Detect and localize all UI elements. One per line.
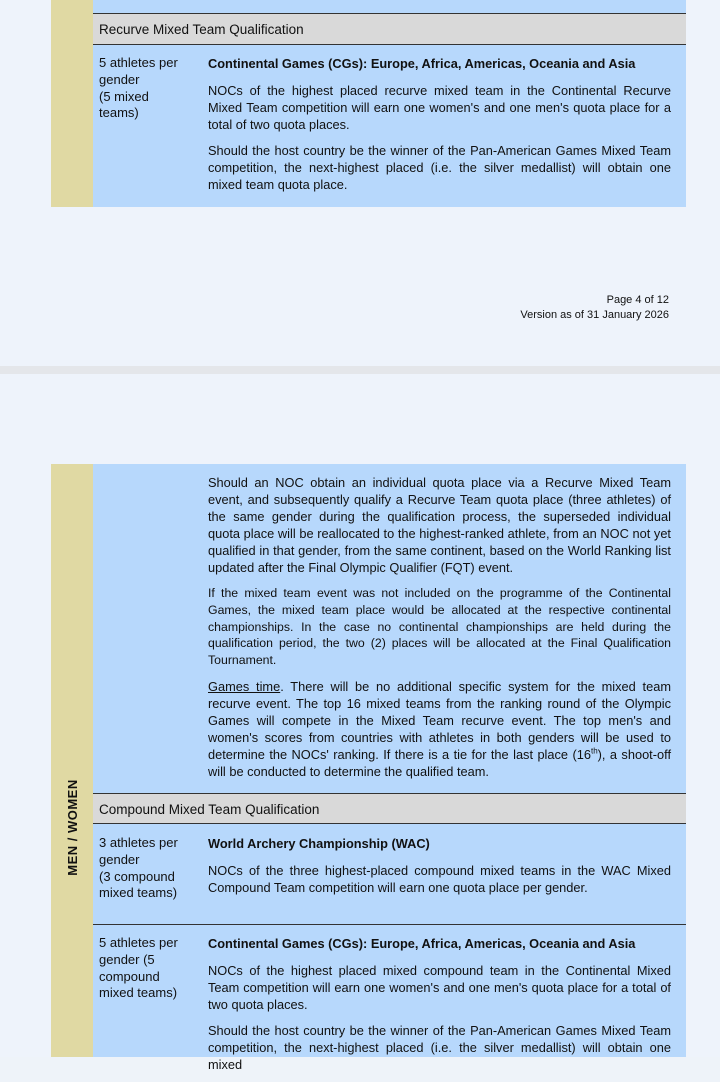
page-separator [0, 366, 720, 374]
side-band [51, 464, 93, 1057]
event-heading: Continental Games (CGs): Europe, Africa, Americas, Oceania and Asia [208, 56, 636, 71]
athletes-per-gender [99, 835, 199, 902]
games-time-label: Games time [208, 678, 281, 694]
gender-label [51, 778, 93, 876]
paragraph: NOCs of the three highest-placed compound mixed teams in the WAC Mixed Compound Team competition will earn one quota place per gender. [208, 863, 671, 895]
page-footer [520, 293, 669, 323]
left-line: (5 mixed [99, 88, 149, 104]
event-heading: World Archery Championship (WAC) [208, 836, 430, 851]
paragraph-text: ), a shoot-off will be conducted to determine the qualified team. [208, 746, 671, 779]
paragraph-text: . There will be no additional specific system for the mixed team recurve event. The top 16 mixed teams from the ranking round of the Olympic Games will compete in the Mixed Team recurve event. The top men's and women's scores from countries with athletes in both genders will be used to determine the NOCs' ranking. If there is a tie for the last place (16 [208, 678, 671, 762]
side-band [51, 0, 93, 207]
qualification-details [208, 55, 671, 202]
paragraph: NOCs of the highest placed mixed compound team in the Continental Mixed Team competition will earn one women's and one men's quota place for a total of two quota places. [208, 963, 671, 1012]
continued-details [208, 474, 671, 789]
athletes-per-gender [99, 935, 199, 1002]
left-line: 5 athletes per [99, 935, 178, 950]
paragraph: NOCs of the highest placed recurve mixed team in the Continental Recurve Mixed Team competition will earn one women's and one men's quota place for a total of two quota places. [208, 83, 671, 132]
table-rule [93, 924, 686, 925]
athletes-per-gender [99, 55, 199, 122]
left-line: (3 compound [99, 868, 175, 884]
paragraph: If the mixed team event was not included on the programme of the Continental Games, the mixed team place would be allocated at the respective continental championships. In the case no continental championships are held during the qualification period, the two (2) places will be allocated at the Final Qualification Tournament. [208, 586, 671, 668]
left-line: teams) [99, 105, 139, 121]
section-header: Compound Mixed Team Qualification [93, 793, 686, 824]
paragraph [208, 678, 671, 780]
left-line: gender (5 [99, 951, 155, 967]
gender-label-text: MEN / WOMEN [64, 778, 80, 876]
left-line: 3 athletes per [99, 835, 178, 850]
paragraph: Should the host country be the winner of the Pan-American Games Mixed Team competition, the next-highest placed (i.e. the silver medallist) will obtain one mixed team quota place. [208, 143, 671, 192]
ordinal-suffix: th [590, 746, 598, 756]
qualification-details [208, 835, 671, 905]
paragraph: Should the host country be the winner of the Pan-American Games Mixed Team competition, the next-highest placed (i.e. the silver medallist) will obtain one mixed [208, 1023, 671, 1072]
left-line: 5 athletes per [99, 55, 178, 70]
section-header: Recurve Mixed Team Qualification [93, 14, 686, 45]
paragraph: Should an NOC obtain an individual quota place via a Recurve Mixed Team event, and subsequently qualify a Recurve Team quota place (three athletes) of the same gender during the qualification process, the superseded individual quota place will be reallocated to the highest-ranked athlete, from an NOC not yet qualified in that gender, from the same continent, based on the World Ranking list updated after the Final Olympic Qualifier (FQT) event. [208, 475, 671, 575]
left-line: compound [99, 968, 160, 984]
left-line: mixed teams) [99, 885, 178, 901]
left-line: gender [99, 71, 140, 87]
qualification-details [208, 935, 671, 1082]
left-line: gender [99, 851, 140, 867]
version-date: Version as of 31 January 2026 [520, 309, 669, 321]
event-heading: Continental Games (CGs): Europe, Africa, Americas, Oceania and Asia [208, 936, 636, 951]
page-number: Page 4 of 12 [606, 294, 669, 306]
left-line: mixed teams) [99, 985, 178, 1001]
